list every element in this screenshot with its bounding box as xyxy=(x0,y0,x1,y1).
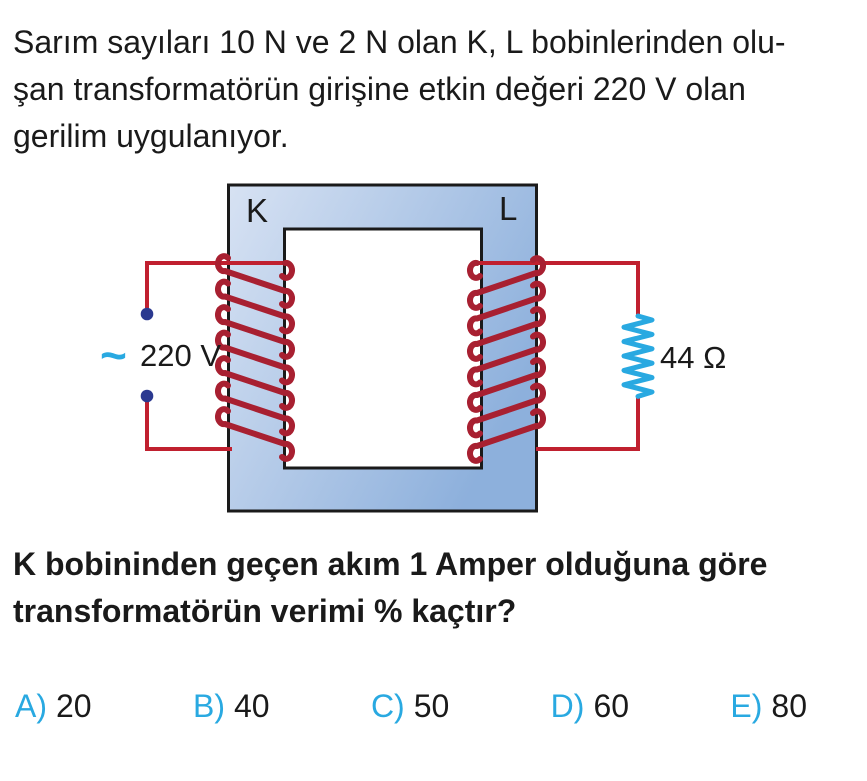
option-e-value: 80 xyxy=(771,688,807,724)
option-a-letter: A) xyxy=(15,688,47,724)
terminal-dot-bottom xyxy=(141,390,154,403)
option-b xyxy=(193,683,270,730)
resistor-zigzag xyxy=(624,316,652,396)
ac-source-tilde-icon: ~ xyxy=(100,329,127,381)
option-e-letter: E) xyxy=(730,688,763,724)
problem-line-1: Sarım sayıları 10 N ve 2 N olan K, L bobinlerinden olu- xyxy=(13,24,786,60)
option-c-letter: C) xyxy=(370,688,405,724)
question-line-1: K bobininden geçen akım 1 Amper olduğuna göre xyxy=(13,546,768,582)
option-c-value: 50 xyxy=(413,688,450,724)
terminal-dot-top xyxy=(141,308,154,321)
option-b-letter: B) xyxy=(192,688,225,724)
resistor-value-label: 44 Ω xyxy=(660,340,727,375)
coil-l-label: L xyxy=(499,190,518,227)
problem-line-2: şan transformatörün girişine etkin değeri 220 V olan xyxy=(13,71,746,107)
answer-options xyxy=(15,683,807,730)
source-voltage-label: 220 V xyxy=(140,338,222,373)
option-c xyxy=(371,683,449,730)
option-d-value: 60 xyxy=(593,688,630,724)
option-d xyxy=(551,683,629,730)
question-text xyxy=(13,541,858,635)
option-a xyxy=(15,683,92,730)
option-a-value: 20 xyxy=(56,688,92,724)
coil-k-label: K xyxy=(246,192,269,229)
secondary-wire-bottom xyxy=(536,397,638,449)
option-b-value: 40 xyxy=(233,688,270,724)
option-d-letter: D) xyxy=(550,688,585,724)
option-e xyxy=(730,683,807,730)
problem-line-3: gerilim uygulanıyor. xyxy=(13,118,289,154)
question-line-2: transformatörün verimi % kaçtır? xyxy=(13,593,517,629)
core-window xyxy=(285,229,482,468)
